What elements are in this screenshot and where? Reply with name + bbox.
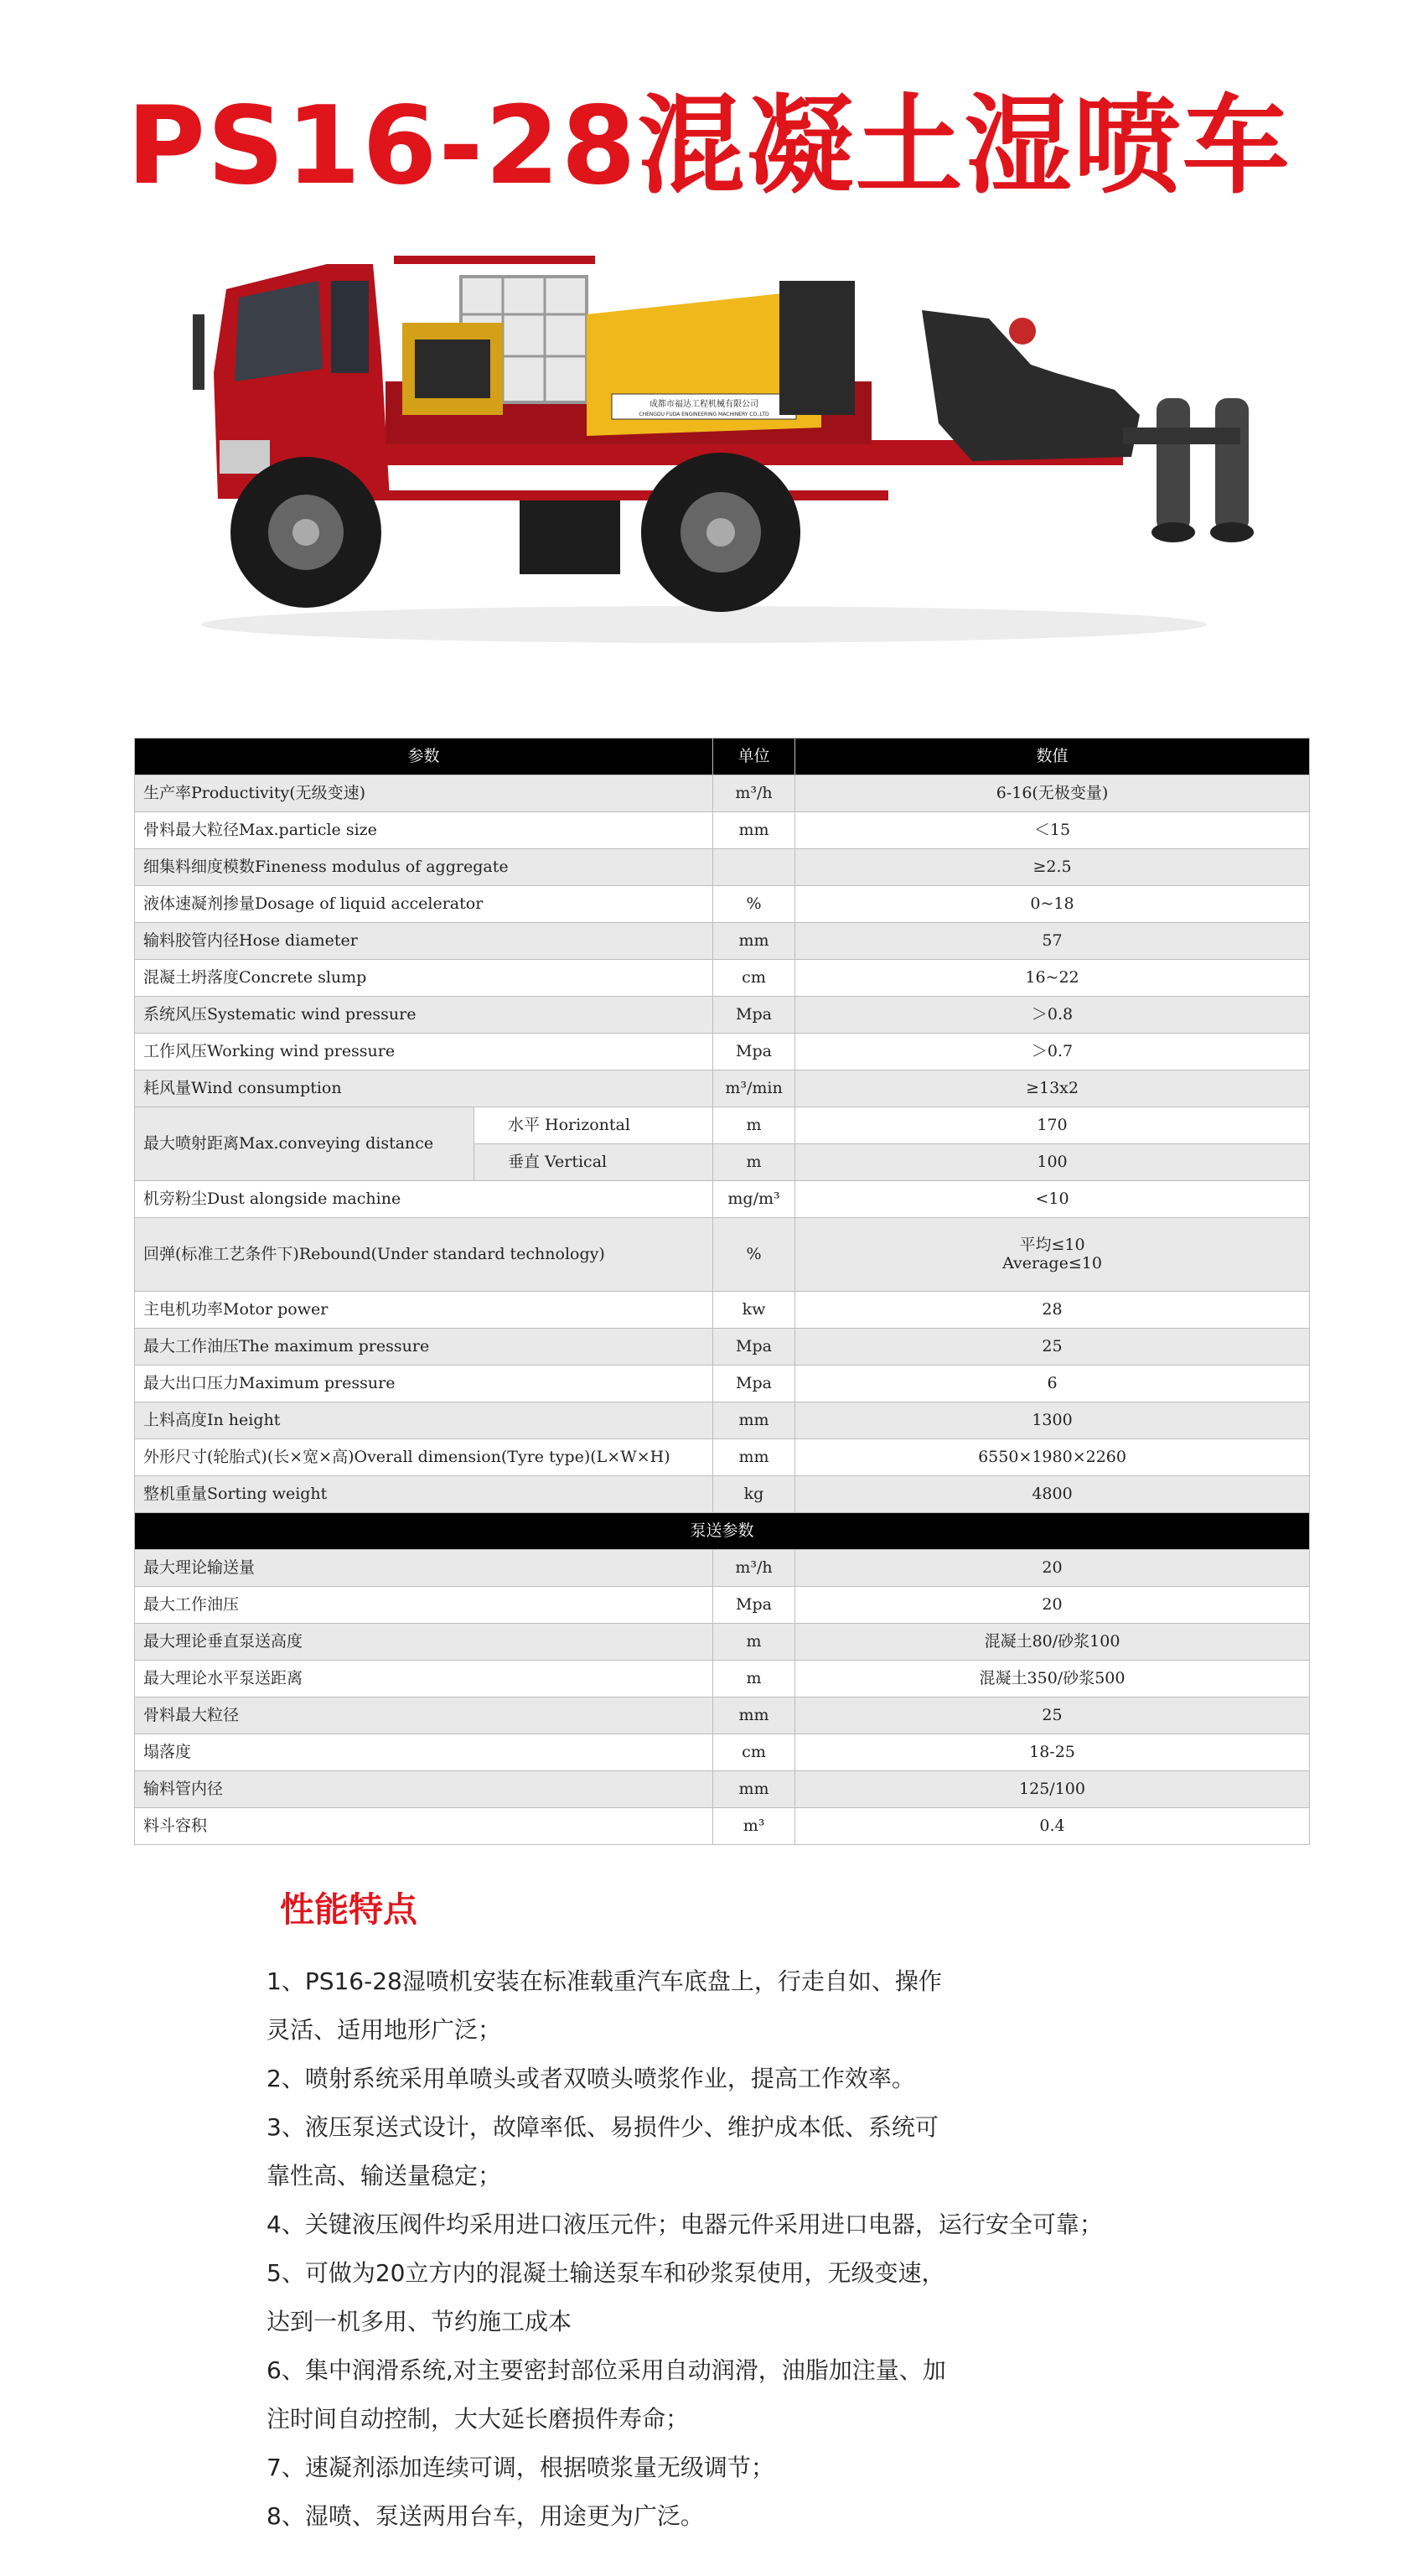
row-unit: % <box>713 886 795 923</box>
row-unit: mm <box>713 1697 795 1734</box>
row-name: 骨料最大粒径 <box>135 1697 713 1734</box>
row-value: ≥13x2 <box>795 1070 1310 1107</box>
features-list <box>267 1957 1272 2541</box>
row-name: 最大理论垂直泵送高度 <box>135 1624 713 1661</box>
row-unit: m³/h <box>713 1550 795 1587</box>
row-name: 外形尺寸(轮胎式)(长×宽×高)Overall dimension(Tyre type)(L×W×H) <box>135 1439 713 1476</box>
feature-line: 灵活、适用地形广泛； <box>267 2016 502 2044</box>
table-row <box>135 1070 1310 1107</box>
row-unit: kg <box>713 1476 795 1513</box>
table-row-distance-horizontal <box>135 1107 1310 1144</box>
feature-line: 达到一机多用、节约施工成本 <box>267 2308 572 2335</box>
row-value: 0~18 <box>795 886 1310 923</box>
row-name: 输料胶管内径Hose diameter <box>135 923 713 960</box>
table-row <box>135 886 1310 923</box>
row-value: 6 <box>795 1366 1310 1402</box>
row-value: 1300 <box>795 1402 1310 1439</box>
row-unit <box>713 849 795 886</box>
table-row <box>135 1034 1310 1070</box>
row-name: 混凝土坍落度Concrete slump <box>135 960 713 997</box>
row-unit: m³/min <box>713 1070 795 1107</box>
table-row <box>135 1439 1310 1476</box>
feature-item <box>267 2103 1272 2200</box>
table-row <box>135 1476 1310 1513</box>
table-row <box>135 1771 1310 1808</box>
row-value: 20 <box>795 1550 1310 1587</box>
feature-line: 7、速凝剂添加连续可调，根据喷浆量无级调节； <box>267 2454 774 2481</box>
row-name: 最大工作油压 <box>135 1587 713 1624</box>
row-name: 主电机功率Motor power <box>135 1292 713 1329</box>
truck-plate-company-en: CHENGDU FUDA ENGINEERING MACHINERY CO.,LTD <box>639 412 769 417</box>
truck-image <box>168 231 1291 666</box>
table-row <box>135 1624 1310 1661</box>
feature-line: 5、可做为20立方内的混凝土输送泵车和砂浆泵使用，无级变速， <box>267 2259 945 2287</box>
table-row <box>135 1366 1310 1402</box>
feature-item <box>267 2200 1272 2249</box>
table-header-row <box>135 739 1310 775</box>
feature-line: 8、湿喷、泵送两用台车，用途更为广泛。 <box>267 2502 704 2530</box>
row-name: 料斗容积 <box>135 1808 713 1845</box>
feature-item <box>267 2444 1272 2492</box>
row-unit: m <box>713 1661 795 1697</box>
row-name: 回弹(标准工艺条件下)Rebound(Under standard technology) <box>135 1218 713 1292</box>
row-unit: mm <box>713 1439 795 1476</box>
feature-item <box>267 1957 1272 2055</box>
feature-line: 注时间自动控制，大大延长磨损件寿命； <box>267 2405 690 2433</box>
header-unit: 单位 <box>713 739 795 775</box>
row-value: ＞0.8 <box>795 997 1310 1034</box>
row-name: 最大理论输送量 <box>135 1550 713 1587</box>
feature-item <box>267 2346 1272 2444</box>
row-name: 最大理论水平泵送距离 <box>135 1661 713 1697</box>
row-name: 上料高度In height <box>135 1402 713 1439</box>
row-unit: mm <box>713 1402 795 1439</box>
row-unit: m <box>713 1144 795 1181</box>
row-value: <10 <box>795 1181 1310 1218</box>
table-row <box>135 1697 1310 1734</box>
row-name: 生产率Productivity(无级变速) <box>135 775 713 812</box>
row-name: 整机重量Sorting weight <box>135 1476 713 1513</box>
row-value: 100 <box>795 1144 1310 1181</box>
features-title: 性能特点 <box>280 1889 417 1930</box>
row-value-line: Average≤10 <box>1002 1253 1102 1272</box>
table-row-rebound <box>135 1218 1310 1292</box>
table-row <box>135 1808 1310 1845</box>
row-value: 6-16(无极变量) <box>795 775 1310 812</box>
row-value: 20 <box>795 1587 1310 1624</box>
row-unit: m³/h <box>713 775 795 812</box>
table-row <box>135 1292 1310 1329</box>
row-value: 18-25 <box>795 1734 1310 1771</box>
truck-illustration <box>168 231 1291 666</box>
row-name: 系统风压Systematic wind pressure <box>135 997 713 1034</box>
row-value: 6550×1980×2260 <box>795 1439 1310 1476</box>
table-row <box>135 812 1310 849</box>
row-name: 最大出口压力Maximum pressure <box>135 1366 713 1402</box>
row-value: 混凝土80/砂浆100 <box>795 1624 1310 1661</box>
row-unit: cm <box>713 960 795 997</box>
row-value: ≥2.5 <box>795 849 1310 886</box>
feature-item <box>267 2249 1272 2346</box>
row-value: 25 <box>795 1329 1310 1366</box>
table-row <box>135 1402 1310 1439</box>
table-row <box>135 1550 1310 1587</box>
spec-table <box>134 738 1310 1845</box>
feature-item <box>267 2055 1272 2103</box>
row-unit: % <box>713 1218 795 1292</box>
feature-line: 4、关键液压阀件均采用进口液压元件；电器元件采用进口电器，运行安全可靠； <box>267 2211 1103 2238</box>
row-value-line: 平均≤10 <box>1019 1235 1085 1254</box>
feature-line: 1、PS16-28湿喷机安装在标准载重汽车底盘上，行走自如、操作 <box>267 1967 942 1995</box>
row-name: 机旁粉尘Dust alongside machine <box>135 1181 713 1218</box>
feature-line: 2、喷射系统采用单喷头或者双喷头喷浆作业，提高工作效率。 <box>267 2065 915 2092</box>
header-value: 数值 <box>795 739 1310 775</box>
row-value: 170 <box>795 1107 1310 1144</box>
table-row <box>135 960 1310 997</box>
table-row <box>135 1329 1310 1366</box>
table-row <box>135 1181 1310 1218</box>
row-value: 125/100 <box>795 1771 1310 1808</box>
row-value <box>795 1218 1310 1292</box>
table-row <box>135 923 1310 960</box>
table-row <box>135 997 1310 1034</box>
row-name: 输料管内径 <box>135 1771 713 1808</box>
truck-plate-company: 成都市福达工程机械有限公司 <box>649 400 758 409</box>
row-value: 0.4 <box>795 1808 1310 1845</box>
row-value: 57 <box>795 923 1310 960</box>
row-sublabel: 水平 Horizontal <box>474 1107 713 1144</box>
row-unit: m <box>713 1624 795 1661</box>
row-unit: Mpa <box>713 1034 795 1070</box>
row-unit: mg/m³ <box>713 1181 795 1218</box>
row-value: ＜15 <box>795 812 1310 849</box>
row-sublabel: 垂直 Vertical <box>474 1144 713 1181</box>
page-title: PS16-28混凝土湿喷车 <box>127 84 1291 209</box>
row-value: 28 <box>795 1292 1310 1329</box>
feature-item <box>267 2492 1272 2541</box>
feature-line: 靠性高、输送量稳定； <box>267 2162 502 2190</box>
row-name: 液体速凝剂掺量Dosage of liquid accelerator <box>135 886 713 923</box>
row-name: 细集料细度模数Fineness modulus of aggregate <box>135 849 713 886</box>
row-name: 骨料最大粒径Max.particle size <box>135 812 713 849</box>
row-unit: Mpa <box>713 1366 795 1402</box>
row-name: 最大喷射距离Max.conveying distance <box>135 1107 474 1181</box>
table-row <box>135 775 1310 812</box>
table-section-header <box>135 1513 1310 1550</box>
row-unit: mm <box>713 812 795 849</box>
row-unit: Mpa <box>713 997 795 1034</box>
row-value: 25 <box>795 1697 1310 1734</box>
row-unit: Mpa <box>713 1587 795 1624</box>
feature-line: 6、集中润滑系统,对主要密封部位采用自动润滑，油脂加注量、加 <box>267 2356 946 2384</box>
row-name: 耗风量Wind consumption <box>135 1070 713 1107</box>
table-row <box>135 849 1310 886</box>
table-row <box>135 1587 1310 1624</box>
row-unit: cm <box>713 1734 795 1771</box>
row-value: 16~22 <box>795 960 1310 997</box>
row-name: 最大工作油压The maximum pressure <box>135 1329 713 1366</box>
row-value: ＞0.7 <box>795 1034 1310 1070</box>
row-value: 4800 <box>795 1476 1310 1513</box>
feature-line: 3、液压泵送式设计，故障率低、易损件少、维护成本低、系统可 <box>267 2113 939 2141</box>
row-unit: mm <box>713 1771 795 1808</box>
row-name: 工作风压Working wind pressure <box>135 1034 713 1070</box>
row-unit: mm <box>713 923 795 960</box>
row-unit: m³ <box>713 1808 795 1845</box>
row-name: 塌落度 <box>135 1734 713 1771</box>
section-label: 泵送参数 <box>135 1513 1310 1550</box>
row-unit: Mpa <box>713 1329 795 1366</box>
table-row <box>135 1661 1310 1697</box>
table-row <box>135 1734 1310 1771</box>
row-unit: m <box>713 1107 795 1144</box>
row-value: 混凝土350/砂浆500 <box>795 1661 1310 1697</box>
row-unit: kw <box>713 1292 795 1329</box>
header-param: 参数 <box>135 739 713 775</box>
